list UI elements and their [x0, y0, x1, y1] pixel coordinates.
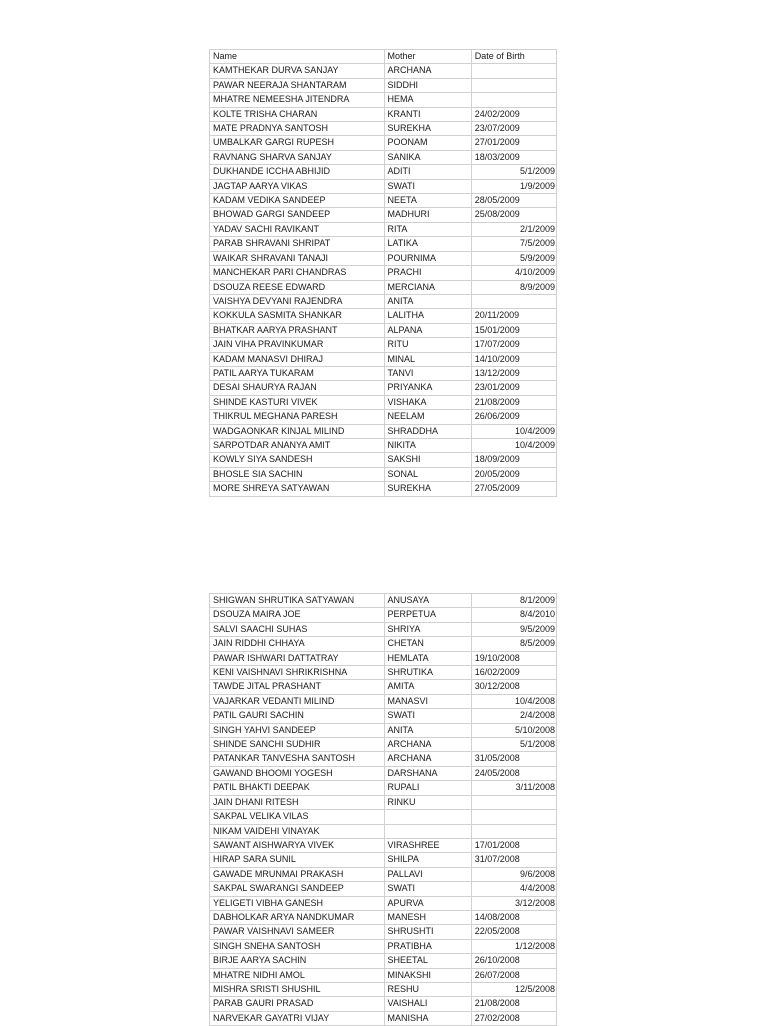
- cell-mother[interactable]: APURVA: [384, 896, 471, 910]
- cell-name[interactable]: SAKPAL VELIKA VILAS: [210, 810, 385, 824]
- cell-name[interactable]: GAWADE MRUNMAI PRAKASH: [210, 867, 385, 881]
- cell-date-of-birth[interactable]: 31/07/2008: [471, 853, 556, 867]
- header-date-of-birth[interactable]: Date of Birth: [471, 50, 556, 64]
- cell-name[interactable]: JAIN RIDDHI CHHAYA: [210, 637, 385, 651]
- cell-mother[interactable]: PALLAVI: [384, 867, 471, 881]
- table-row: [210, 766, 557, 780]
- cell-date-of-birth[interactable]: 20/11/2009: [471, 309, 556, 323]
- table-row: [210, 867, 557, 881]
- cell-date-of-birth[interactable]: 25/08/2009: [471, 208, 556, 222]
- cell-name[interactable]: KAMTHEKAR DURVA SANJAY: [210, 64, 385, 78]
- cell-mother[interactable]: [384, 824, 471, 838]
- cell-date-of-birth[interactable]: [471, 795, 556, 809]
- cell-date-of-birth[interactable]: 14/08/2008: [471, 910, 556, 924]
- cell-date-of-birth[interactable]: 27/02/2008: [471, 1011, 556, 1025]
- table-row: [210, 251, 557, 265]
- cell-date-of-birth[interactable]: [471, 810, 556, 824]
- cell-name[interactable]: MHATRE NEMEESHA JITENDRA: [210, 93, 385, 107]
- cell-name[interactable]: YELIGETI VIBHA GANESH: [210, 896, 385, 910]
- cell-mother[interactable]: NIKITA: [384, 438, 471, 452]
- table-row: [210, 78, 557, 92]
- cell-mother[interactable]: RUPALI: [384, 781, 471, 795]
- cell-name[interactable]: BHOSLE SIA SACHIN: [210, 467, 385, 481]
- cell-name[interactable]: RAVNANG SHARVA SANJAY: [210, 150, 385, 164]
- table-row: [210, 666, 557, 680]
- cell-name[interactable]: SAKPAL SWARANGI SANDEEP: [210, 882, 385, 896]
- cell-name[interactable]: PARAB GAURI PRASAD: [210, 997, 385, 1011]
- cell-mother[interactable]: RITU: [384, 338, 471, 352]
- cell-name[interactable]: MORE SHREYA SATYAWAN: [210, 482, 385, 496]
- table-row: [210, 853, 557, 867]
- cell-mother[interactable]: VIRASHREE: [384, 838, 471, 852]
- table-row: [210, 150, 557, 164]
- table-row: [210, 795, 557, 809]
- cell-name[interactable]: DUKHANDE ICCHA ABHIJID: [210, 165, 385, 179]
- cell-date-of-birth[interactable]: 22/05/2008: [471, 925, 556, 939]
- cell-name[interactable]: KOWLY SIYA SANDESH: [210, 453, 385, 467]
- cell-date-of-birth[interactable]: 24/02/2009: [471, 107, 556, 121]
- cell-name[interactable]: JAIN VIHA PRAVINKUMAR: [210, 338, 385, 352]
- table-row: [210, 968, 557, 982]
- table-row: [210, 982, 557, 996]
- cell-name[interactable]: JAIN DHANI RITESH: [210, 795, 385, 809]
- cell-date-of-birth[interactable]: 15/01/2009: [471, 323, 556, 337]
- cell-name[interactable]: MATE PRADNYA SANTOSH: [210, 122, 385, 136]
- cell-name[interactable]: BIRJE AARYA SACHIN: [210, 954, 385, 968]
- table-row: [210, 136, 557, 150]
- cell-name[interactable]: PAWAR VAISHNAVI SAMEER: [210, 925, 385, 939]
- cell-mother[interactable]: PRACHI: [384, 266, 471, 280]
- cell-name[interactable]: KENI VAISHNAVI SHRIKRISHNA: [210, 666, 385, 680]
- cell-name[interactable]: THIKRUL MEGHANA PARESH: [210, 410, 385, 424]
- cell-name[interactable]: WAIKAR SHRAVANI TANAJI: [210, 251, 385, 265]
- cell-mother[interactable]: SANIKA: [384, 150, 471, 164]
- table-row: [210, 810, 557, 824]
- cell-mother[interactable]: SWATI: [384, 882, 471, 896]
- cell-name[interactable]: KADAM MANASVI DHIRAJ: [210, 352, 385, 366]
- cell-date-of-birth[interactable]: 1/9/2009: [471, 179, 556, 193]
- cell-name[interactable]: PATIL BHAKTI DEEPAK: [210, 781, 385, 795]
- cell-name[interactable]: BHOWAD GARGI SANDEEP: [210, 208, 385, 222]
- cell-mother[interactable]: SHRUTIKA: [384, 666, 471, 680]
- cell-date-of-birth[interactable]: 14/10/2009: [471, 352, 556, 366]
- cell-date-of-birth[interactable]: 23/07/2009: [471, 122, 556, 136]
- table-header-row: [210, 50, 557, 64]
- table-row: [210, 280, 557, 294]
- table-row: [210, 93, 557, 107]
- table-row: [210, 194, 557, 208]
- cell-mother[interactable]: MADHURI: [384, 208, 471, 222]
- cell-mother[interactable]: ALPANA: [384, 323, 471, 337]
- table-row: [210, 208, 557, 222]
- cell-name[interactable]: SINGH YAHVI SANDEEP: [210, 723, 385, 737]
- table-row: [210, 352, 557, 366]
- cell-mother[interactable]: LATIKA: [384, 237, 471, 251]
- cell-name[interactable]: SHIGWAN SHRUTIKA SATYAWAN: [210, 594, 385, 608]
- cell-date-of-birth[interactable]: 28/05/2009: [471, 194, 556, 208]
- table-row: [210, 294, 557, 308]
- cell-mother[interactable]: MINAL: [384, 352, 471, 366]
- cell-name[interactable]: KOLTE TRISHA CHARAN: [210, 107, 385, 121]
- cell-name[interactable]: DESAI SHAURYA RAJAN: [210, 381, 385, 395]
- table-row: [210, 424, 557, 438]
- cell-date-of-birth[interactable]: 21/08/2009: [471, 395, 556, 409]
- cell-date-of-birth[interactable]: 10/4/2009: [471, 424, 556, 438]
- cell-mother[interactable]: SUREKHA: [384, 482, 471, 496]
- cell-mother[interactable]: SWATI: [384, 709, 471, 723]
- table-row: [210, 309, 557, 323]
- cell-mother[interactable]: ARCHANA: [384, 738, 471, 752]
- cell-date-of-birth[interactable]: 19/10/2008: [471, 651, 556, 665]
- cell-mother[interactable]: MANESH: [384, 910, 471, 924]
- table-row: [210, 694, 557, 708]
- cell-date-of-birth[interactable]: 24/05/2008: [471, 766, 556, 780]
- cell-name[interactable]: JAGTAP AARYA VIKAS: [210, 179, 385, 193]
- cell-name[interactable]: MANCHEKAR PARI CHANDRAS: [210, 266, 385, 280]
- cell-date-of-birth[interactable]: 26/06/2009: [471, 410, 556, 424]
- cell-name[interactable]: PATIL AARYA TUKARAM: [210, 366, 385, 380]
- cell-mother[interactable]: RINKU: [384, 795, 471, 809]
- table-row: [210, 939, 557, 953]
- cell-name[interactable]: SALVI SAACHI SUHAS: [210, 622, 385, 636]
- table-row: [210, 237, 557, 251]
- cell-name[interactable]: PARAB SHRAVANI SHRIPAT: [210, 237, 385, 251]
- cell-date-of-birth[interactable]: 18/03/2009: [471, 150, 556, 164]
- cell-date-of-birth[interactable]: 10/4/2009: [471, 438, 556, 452]
- cell-name[interactable]: SARPOTDAR ANANYA AMIT: [210, 438, 385, 452]
- cell-name[interactable]: HIRAP SARA SUNIL: [210, 853, 385, 867]
- table-row: [210, 680, 557, 694]
- cell-date-of-birth[interactable]: 8/4/2010: [471, 608, 556, 622]
- table-row: [210, 910, 557, 924]
- table-row: [210, 824, 557, 838]
- table-row: [210, 107, 557, 121]
- cell-name[interactable]: VAISHYA DEVYANI RAJENDRA: [210, 294, 385, 308]
- table-row: [210, 752, 557, 766]
- cell-name[interactable]: SHINDE SANCHI SUDHIR: [210, 738, 385, 752]
- cell-mother[interactable]: PRIYANKA: [384, 381, 471, 395]
- cell-date-of-birth[interactable]: 8/9/2009: [471, 280, 556, 294]
- cell-date-of-birth[interactable]: 7/5/2009: [471, 237, 556, 251]
- cell-name[interactable]: DSOUZA REESE EDWARD: [210, 280, 385, 294]
- cell-date-of-birth[interactable]: 8/5/2009: [471, 637, 556, 651]
- table-row: [210, 453, 557, 467]
- cell-mother[interactable]: AMITA: [384, 680, 471, 694]
- cell-date-of-birth[interactable]: [471, 824, 556, 838]
- student-table-1-body: [210, 50, 557, 497]
- cell-name[interactable]: KOKKULA SASMITA SHANKAR: [210, 309, 385, 323]
- cell-date-of-birth[interactable]: 16/02/2009: [471, 666, 556, 680]
- cell-date-of-birth[interactable]: 9/6/2008: [471, 867, 556, 881]
- cell-name[interactable]: MISHRA SRISTI SHUSHIL: [210, 982, 385, 996]
- cell-name[interactable]: MHATRE NIDHI AMOL: [210, 968, 385, 982]
- cell-date-of-birth[interactable]: 12/5/2008: [471, 982, 556, 996]
- table-row: [210, 438, 557, 452]
- table-row: [210, 366, 557, 380]
- cell-name[interactable]: GAWAND BHOOMI YOGESH: [210, 766, 385, 780]
- cell-name[interactable]: DABHOLKAR ARYA NANDKUMAR: [210, 910, 385, 924]
- cell-mother[interactable]: LALITHA: [384, 309, 471, 323]
- table-row: [210, 637, 557, 651]
- table-row: [210, 954, 557, 968]
- table-row: [210, 896, 557, 910]
- cell-date-of-birth[interactable]: 20/05/2009: [471, 467, 556, 481]
- cell-date-of-birth[interactable]: 5/9/2009: [471, 251, 556, 265]
- cell-mother[interactable]: ANUSAYA: [384, 594, 471, 608]
- cell-mother[interactable]: VAISHALI: [384, 997, 471, 1011]
- cell-date-of-birth[interactable]: 21/08/2008: [471, 997, 556, 1011]
- cell-mother[interactable]: MANASVI: [384, 694, 471, 708]
- table-row: [210, 594, 557, 608]
- cell-mother[interactable]: ARCHANA: [384, 752, 471, 766]
- cell-date-of-birth[interactable]: 26/07/2008: [471, 968, 556, 982]
- cell-mother[interactable]: POONAM: [384, 136, 471, 150]
- cell-date-of-birth[interactable]: 1/12/2008: [471, 939, 556, 953]
- cell-name[interactable]: PATANKAR TANVESHA SANTOSH: [210, 752, 385, 766]
- cell-date-of-birth[interactable]: [471, 78, 556, 92]
- cell-name[interactable]: SHINDE KASTURI VIVEK: [210, 395, 385, 409]
- cell-date-of-birth[interactable]: 5/1/2008: [471, 738, 556, 752]
- cell-mother[interactable]: HEMLATA: [384, 651, 471, 665]
- cell-mother[interactable]: POURNIMA: [384, 251, 471, 265]
- cell-date-of-birth[interactable]: 13/12/2009: [471, 366, 556, 380]
- cell-mother[interactable]: SWATI: [384, 179, 471, 193]
- header-name[interactable]: Name: [210, 50, 385, 64]
- cell-date-of-birth[interactable]: 27/05/2009: [471, 482, 556, 496]
- cell-date-of-birth[interactable]: 5/1/2009: [471, 165, 556, 179]
- table-row: [210, 925, 557, 939]
- cell-mother[interactable]: ARCHANA: [384, 64, 471, 78]
- cell-mother[interactable]: SIDDHI: [384, 78, 471, 92]
- cell-mother[interactable]: ADITI: [384, 165, 471, 179]
- cell-mother[interactable]: SHRIYA: [384, 622, 471, 636]
- cell-mother[interactable]: SHRADDHA: [384, 424, 471, 438]
- cell-name[interactable]: UMBALKAR GARGI RUPESH: [210, 136, 385, 150]
- cell-mother[interactable]: MANISHA: [384, 1011, 471, 1025]
- cell-mother[interactable]: ANITA: [384, 294, 471, 308]
- table-row: [210, 179, 557, 193]
- table-row: [210, 467, 557, 481]
- table-row: [210, 997, 557, 1011]
- cell-date-of-birth[interactable]: [471, 64, 556, 78]
- cell-date-of-birth[interactable]: 2/1/2009: [471, 222, 556, 236]
- cell-mother[interactable]: RITA: [384, 222, 471, 236]
- table-row: [210, 165, 557, 179]
- table-row: [210, 395, 557, 409]
- cell-date-of-birth[interactable]: 23/01/2009: [471, 381, 556, 395]
- cell-name[interactable]: PAWAR ISHWARI DATTATRAY: [210, 651, 385, 665]
- cell-date-of-birth[interactable]: 30/12/2008: [471, 680, 556, 694]
- cell-mother[interactable]: DARSHANA: [384, 766, 471, 780]
- cell-mother[interactable]: [384, 810, 471, 824]
- cell-name[interactable]: SINGH SNEHA SANTOSH: [210, 939, 385, 953]
- cell-date-of-birth[interactable]: 31/05/2008: [471, 752, 556, 766]
- cell-date-of-birth[interactable]: [471, 294, 556, 308]
- cell-name[interactable]: WADGAONKAR KINJAL MILIND: [210, 424, 385, 438]
- cell-date-of-birth[interactable]: 4/4/2008: [471, 882, 556, 896]
- cell-mother[interactable]: SHRUSHTI: [384, 925, 471, 939]
- cell-name[interactable]: KADAM VEDIKA SANDEEP: [210, 194, 385, 208]
- cell-mother[interactable]: NEETA: [384, 194, 471, 208]
- table-row: [210, 882, 557, 896]
- cell-date-of-birth[interactable]: 17/01/2008: [471, 838, 556, 852]
- table-row: [210, 781, 557, 795]
- cell-date-of-birth[interactable]: [471, 93, 556, 107]
- cell-name[interactable]: NIKAM VAIDEHI VINAYAK: [210, 824, 385, 838]
- table-row: [210, 410, 557, 424]
- cell-date-of-birth[interactable]: 18/09/2009: [471, 453, 556, 467]
- table-row: [210, 266, 557, 280]
- cell-date-of-birth[interactable]: 3/12/2008: [471, 896, 556, 910]
- cell-date-of-birth[interactable]: 8/1/2009: [471, 594, 556, 608]
- cell-mother[interactable]: NEELAM: [384, 410, 471, 424]
- cell-name[interactable]: YADAV SACHI RAVIKANT: [210, 222, 385, 236]
- cell-mother[interactable]: KRANTI: [384, 107, 471, 121]
- cell-date-of-birth[interactable]: 5/10/2008: [471, 723, 556, 737]
- cell-mother[interactable]: MINAKSHI: [384, 968, 471, 982]
- cell-date-of-birth[interactable]: 9/5/2009: [471, 622, 556, 636]
- table-row: [210, 64, 557, 78]
- cell-name[interactable]: BHATKAR AARYA PRASHANT: [210, 323, 385, 337]
- cell-name[interactable]: PAWAR NEERAJA SHANTARAM: [210, 78, 385, 92]
- cell-date-of-birth[interactable]: 27/01/2009: [471, 136, 556, 150]
- cell-mother[interactable]: SUREKHA: [384, 122, 471, 136]
- table-row: [210, 709, 557, 723]
- cell-date-of-birth[interactable]: 10/4/2008: [471, 694, 556, 708]
- table-row: [210, 222, 557, 236]
- cell-mother[interactable]: SAKSHI: [384, 453, 471, 467]
- table-row: [210, 381, 557, 395]
- student-table-2: [209, 593, 557, 1026]
- table-row: [210, 338, 557, 352]
- cell-mother[interactable]: PRATIBHA: [384, 939, 471, 953]
- cell-mother[interactable]: MERCIANA: [384, 280, 471, 294]
- table-row: [210, 122, 557, 136]
- cell-name[interactable]: PATIL GAURI SACHIN: [210, 709, 385, 723]
- cell-mother[interactable]: VISHAKA: [384, 395, 471, 409]
- table-row: [210, 738, 557, 752]
- table-row: [210, 323, 557, 337]
- cell-name[interactable]: SAWANT AISHWARYA VIVEK: [210, 838, 385, 852]
- cell-mother[interactable]: ANITA: [384, 723, 471, 737]
- table-row: [210, 838, 557, 852]
- table-row: [210, 723, 557, 737]
- cell-mother[interactable]: SONAL: [384, 467, 471, 481]
- cell-name[interactable]: VAJARKAR VEDANTI MILIND: [210, 694, 385, 708]
- cell-name[interactable]: TAWDE JITAL PRASHANT: [210, 680, 385, 694]
- cell-name[interactable]: NARVEKAR GAYATRI VIJAY: [210, 1011, 385, 1025]
- header-mother[interactable]: Mother: [384, 50, 471, 64]
- cell-mother[interactable]: TANVI: [384, 366, 471, 380]
- cell-mother[interactable]: SHILPA: [384, 853, 471, 867]
- student-table-2-body: [210, 594, 557, 1026]
- cell-mother[interactable]: SHEETAL: [384, 954, 471, 968]
- table-row: [210, 482, 557, 496]
- cell-date-of-birth[interactable]: 3/11/2008: [471, 781, 556, 795]
- cell-mother[interactable]: PERPETUA: [384, 608, 471, 622]
- cell-mother[interactable]: RESHU: [384, 982, 471, 996]
- cell-mother[interactable]: HEMA: [384, 93, 471, 107]
- student-table-1: [209, 49, 557, 497]
- table-row: [210, 651, 557, 665]
- cell-date-of-birth[interactable]: 17/07/2009: [471, 338, 556, 352]
- cell-mother[interactable]: CHETAN: [384, 637, 471, 651]
- cell-date-of-birth[interactable]: 2/4/2008: [471, 709, 556, 723]
- table-row: [210, 608, 557, 622]
- table-row: [210, 622, 557, 636]
- cell-date-of-birth[interactable]: 26/10/2008: [471, 954, 556, 968]
- cell-date-of-birth[interactable]: 4/10/2009: [471, 266, 556, 280]
- cell-name[interactable]: DSOUZA MAIRA JOE: [210, 608, 385, 622]
